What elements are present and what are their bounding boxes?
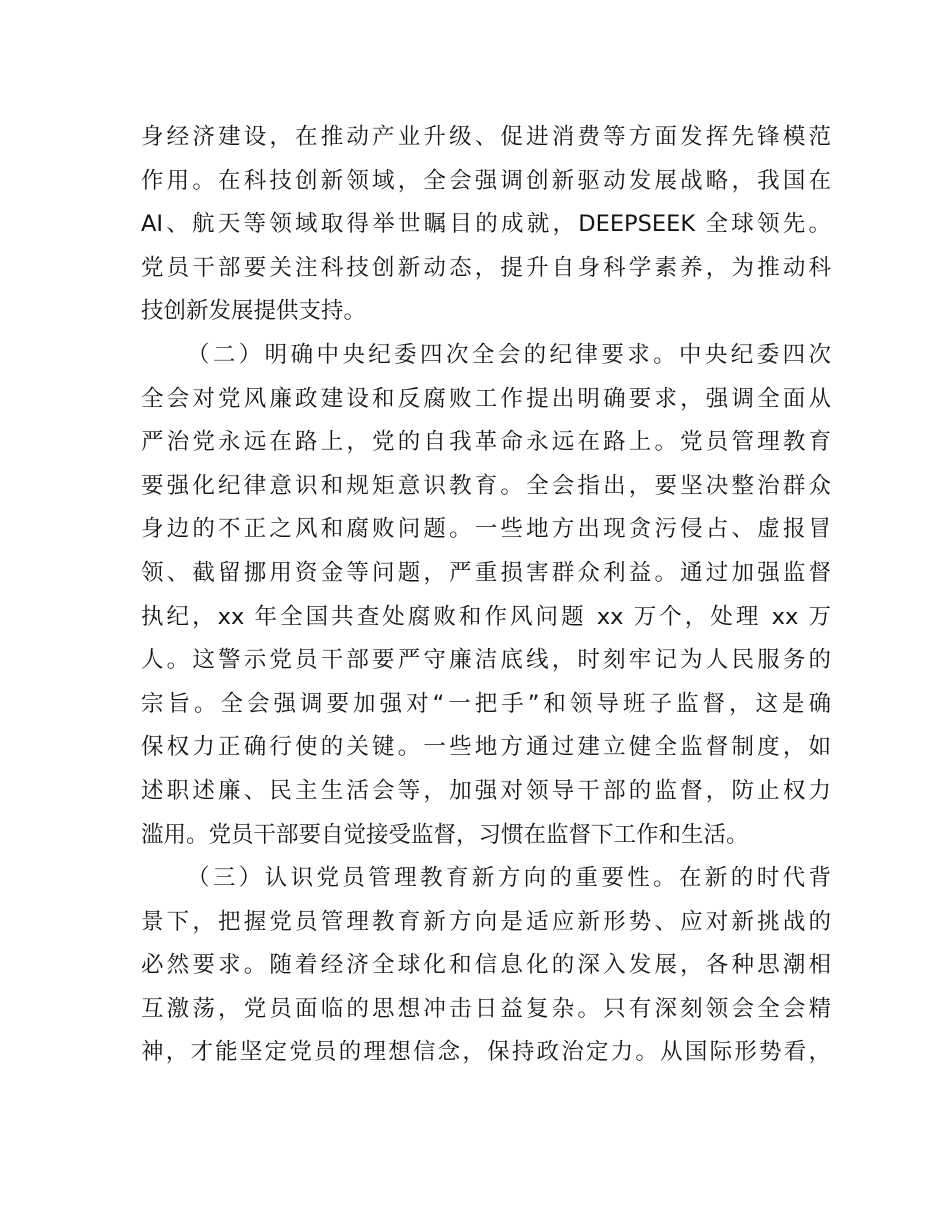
text-line: 滥用。党员干部要自觉接受监督，习惯在监督下工作和生活。	[141, 821, 749, 848]
text-line: 述职述廉、民主生活会等，加强对领导干部的监督，防止权力	[141, 777, 831, 804]
text-line: 执纪，xx 年全国共查处腐败和作风问题 xx 万个，处理 xx 万	[141, 603, 831, 630]
section-heading-line: （三）认识党员管理教育新方向的重要性。在新的时代背	[187, 865, 831, 892]
text-line: 保权力正确行使的关键。一些地方通过建立健全监督制度，如	[141, 734, 831, 761]
text-line: 必然要求。随着经济全球化和信息化的深入发展，各种思潮相	[141, 952, 831, 979]
text-line: 身经济建设，在推动产业升级、促进消费等方面发挥先锋模范	[141, 124, 831, 150]
paragraph-continuation	[141, 116, 831, 334]
paragraph-section-3	[141, 857, 831, 1075]
text-line: 神，才能坚定党员的理想信念，保持政治定力。从国际形势看，	[141, 1039, 831, 1066]
section-heading-line: （二）明确中央纪委四次全会的纪律要求。中央纪委四次	[187, 341, 831, 368]
text-line: 景下，把握党员管理教育新方向是适应新形势、应对新挑战的	[141, 908, 831, 935]
text-line: 全会对党风廉政建设和反腐败工作提出明确要求，强调全面从	[141, 385, 831, 412]
paragraph-section-2	[141, 334, 831, 857]
text-line: AI、航天等领域取得举世瞩目的成就，DEEPSEEK 全球领先。	[141, 211, 831, 238]
text-line: 人。这警示党员干部要严守廉洁底线，时刻牢记为人民服务的	[141, 647, 831, 674]
text-line: 宗旨。全会强调要加强对“一把手”和领导班子监督，这是确	[141, 690, 831, 717]
document-body	[141, 116, 831, 1075]
text-line: 严治党永远在路上，党的自我革命永远在路上。党员管理教育	[141, 429, 831, 456]
text-line: 作用。在科技创新领域，全会强调创新驱动发展战略，我国在	[141, 167, 831, 194]
text-line: 领、截留挪用资金等问题，严重损害群众利益。通过加强监督	[141, 559, 831, 586]
text-line: 身边的不正之风和腐败问题。一些地方出现贪污侵占、虚报冒	[141, 516, 831, 543]
text-line: 互激荡，党员面临的思想冲击日益复杂。只有深刻领会全会精	[141, 995, 831, 1022]
text-line: 要强化纪律意识和规矩意识教育。全会指出，要坚决整治群众	[141, 472, 831, 499]
text-line: 党员干部要关注科技创新动态，提升自身科学素养，为推动科	[141, 254, 831, 281]
text-line: 技创新发展提供支持。	[141, 298, 367, 325]
